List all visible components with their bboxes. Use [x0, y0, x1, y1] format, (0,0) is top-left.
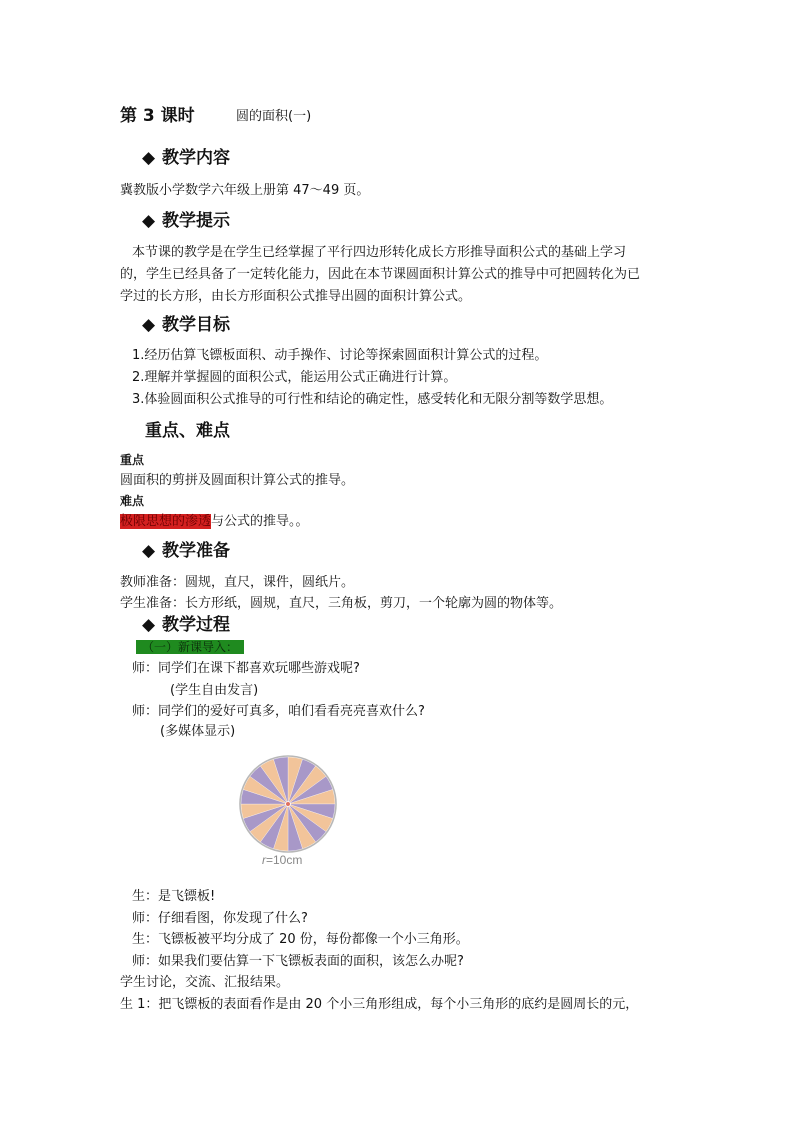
- hard-rest: 与公式的推导。。: [211, 514, 309, 529]
- key-text: 圆面积的剪拼及圆面积计算公式的推导。: [120, 473, 355, 488]
- tips-line: 学过的长方形，由长方形面积公式推导出圆的面积计算公式。: [120, 289, 472, 304]
- section-heading-content-label: 教学内容: [162, 148, 230, 168]
- tips-line: 的，学生已经具备了一定转化能力，因此在本节课圆面积计算公式的推导中可把圆转化为已: [120, 267, 641, 282]
- lesson-subtitle: 圆的面积(一): [236, 109, 312, 124]
- section-heading-goals-label: 教学目标: [162, 315, 230, 335]
- diamond-icon: ◆: [142, 211, 156, 231]
- dialogue-line: 生 1：把飞镖板的表面看作是由 20 个小三角形组成，每个小三角形的底约是圆周长的元，: [120, 997, 639, 1012]
- key-label: 重点: [120, 453, 145, 467]
- dartboard-center: [286, 802, 291, 807]
- goal-item: 1.经历估算飞镖板面积、动手操作、讨论等探索圆面积计算公式的过程。: [132, 348, 548, 363]
- dialogue-line: 师：仔细看图，你发现了什么?: [132, 911, 308, 926]
- dialogue-line: (学生自由发言): [170, 683, 259, 698]
- goal-item: 2.理解并掌握圆的面积公式，能运用公式正确进行计算。: [132, 370, 457, 385]
- content-text: 冀教版小学数学六年级上册第 47～49 页。: [120, 183, 370, 198]
- tips-line: 本节课的教学是在学生已经掌握了平行四边形转化成长方形推导面积公式的基础上学习: [132, 245, 627, 260]
- diamond-icon: ◆: [142, 315, 156, 335]
- diamond-icon: ◆: [142, 148, 156, 168]
- goal-item: 3.体验圆面积公式推导的可行性和结论的确定性，感受转化和无限分割等数学思想。: [132, 392, 613, 407]
- section-heading-tips-label: 教学提示: [162, 211, 230, 231]
- section-heading-content: [142, 148, 230, 168]
- section-heading-process-label: 教学过程: [162, 615, 230, 635]
- dialogue-line: (多媒体显示): [160, 724, 236, 739]
- dialogue-line: 师：同学们在课下都喜欢玩哪些游戏呢?: [132, 661, 360, 676]
- hard-label: 难点: [120, 494, 145, 508]
- dialogue-line: 师：同学们的爱好可真多，咱们看看亮亮喜欢什么?: [132, 704, 425, 719]
- hard-text: [120, 514, 309, 530]
- diamond-icon: ◆: [142, 541, 156, 561]
- prep-teacher: 教师准备：圆规，直尺，课件，圆纸片。: [120, 575, 355, 590]
- diamond-icon: ◆: [142, 615, 156, 635]
- step-label: （一）新课导入：: [136, 640, 244, 654]
- section-heading-process: [142, 615, 230, 635]
- dartboard-figure: [238, 754, 338, 854]
- dialogue-line: 师：如果我们要估算一下飞镖板表面的面积，该怎么办呢?: [132, 954, 464, 969]
- radius-label: [262, 853, 302, 867]
- radius-var: r: [262, 853, 266, 867]
- dialogue-line: 学生讨论，交流、汇报结果。: [120, 975, 290, 990]
- section-heading-keypoints: 重点、难点: [145, 421, 230, 441]
- dialogue-line: 生：是飞镖板!: [132, 889, 216, 904]
- hard-highlight: 极限思想的渗透: [120, 514, 212, 529]
- lesson-title: 第 3 课时: [120, 106, 195, 126]
- section-heading-prep-label: 教学准备: [162, 541, 230, 561]
- radius-eq: =10cm: [266, 853, 303, 867]
- dialogue-line: 生：飞镖板被平均分成了 20 份，每份都像一个小三角形。: [132, 932, 469, 947]
- prep-student: 学生准备：长方形纸，圆规，直尺，三角板，剪刀，一个轮廓为圆的物体等。: [120, 596, 563, 611]
- section-heading-prep: [142, 541, 230, 561]
- section-heading-tips: [142, 211, 230, 231]
- section-heading-goals: [142, 315, 230, 335]
